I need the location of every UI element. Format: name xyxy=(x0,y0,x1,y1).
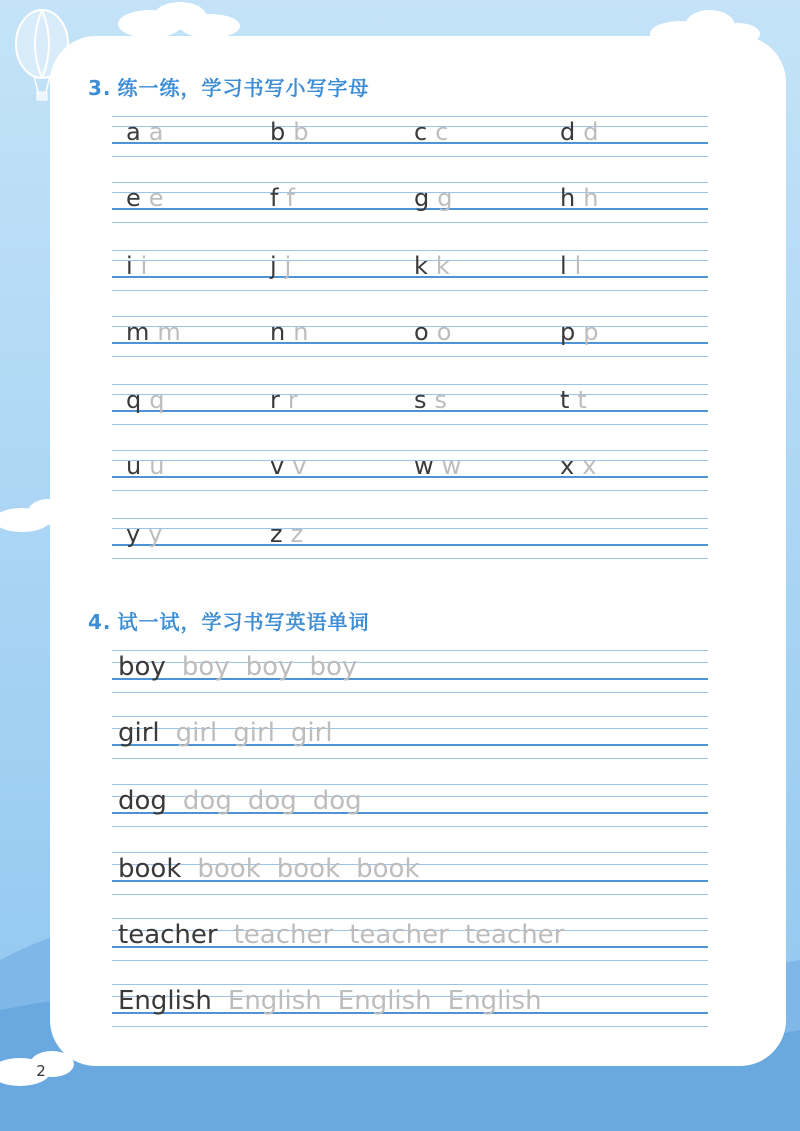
guide-line xyxy=(112,528,708,529)
letter-cell-y xyxy=(126,522,162,546)
baseline xyxy=(112,410,708,412)
guide-line xyxy=(112,716,708,717)
word-model: girl xyxy=(118,718,160,748)
letter-model: v xyxy=(270,452,285,480)
letter-cell-v xyxy=(270,454,306,478)
guide-line xyxy=(112,852,708,853)
guide-line xyxy=(112,490,708,491)
letter-cell-h xyxy=(560,186,598,210)
baseline xyxy=(112,276,708,278)
guide-line xyxy=(112,650,708,651)
letter-model: e xyxy=(126,184,141,212)
letter-trace: v xyxy=(292,452,307,480)
guide-line xyxy=(112,518,708,519)
word-model: book xyxy=(118,854,182,884)
letter-model: n xyxy=(270,318,286,346)
letter-cell-q xyxy=(126,388,164,412)
guide-line xyxy=(112,316,708,317)
letter-model: q xyxy=(126,386,142,414)
guide-line xyxy=(112,126,708,127)
guide-line xyxy=(112,894,708,895)
word-row-english xyxy=(118,988,558,1014)
guide-line xyxy=(112,1026,708,1027)
letter-cell-a xyxy=(126,120,163,144)
letter-cell-o xyxy=(414,320,451,344)
word-trace: girl xyxy=(175,718,218,748)
letter-cell-l xyxy=(560,254,581,278)
guide-line xyxy=(112,424,708,425)
guide-line xyxy=(112,182,708,183)
letter-trace: o xyxy=(436,318,452,346)
letter-cell-z xyxy=(270,522,303,546)
letter-model: c xyxy=(414,118,428,146)
word-trace: English xyxy=(447,986,542,1016)
letter-model: b xyxy=(270,118,286,146)
letter-trace: q xyxy=(149,386,165,414)
letter-cell-r xyxy=(270,388,298,412)
letter-model: d xyxy=(560,118,576,146)
word-trace: teacher xyxy=(349,920,449,950)
letter-trace: a xyxy=(148,118,164,146)
letter-model: s xyxy=(414,386,427,414)
word-trace: dog xyxy=(247,786,297,816)
letter-trace: f xyxy=(286,184,295,212)
guide-line xyxy=(112,394,708,395)
word-row-teacher xyxy=(118,922,580,948)
letter-cell-j xyxy=(270,254,291,278)
word-trace: book xyxy=(356,854,420,884)
letter-trace: s xyxy=(434,386,448,414)
word-trace: dog xyxy=(182,786,232,816)
word-row-boy xyxy=(118,654,373,680)
letter-model: m xyxy=(126,318,150,346)
letter-model: t xyxy=(560,386,570,414)
letter-trace: e xyxy=(148,184,164,212)
letter-cell-f xyxy=(270,186,295,210)
word-trace: dog xyxy=(312,786,362,816)
letter-model: h xyxy=(560,184,576,212)
word-model: teacher xyxy=(118,920,218,950)
guide-line xyxy=(112,960,708,961)
letter-model: i xyxy=(126,252,133,280)
word-trace: boy xyxy=(309,652,358,682)
guide-line xyxy=(112,356,708,357)
letter-model: p xyxy=(560,318,576,346)
section-3-heading xyxy=(88,72,370,101)
word-trace: girl xyxy=(233,718,275,748)
letter-cell-n xyxy=(270,320,308,344)
word-trace: boy xyxy=(181,652,230,682)
guide-line xyxy=(112,460,708,461)
guide-line xyxy=(112,692,708,693)
guide-line xyxy=(112,450,708,451)
letter-trace: n xyxy=(293,318,309,346)
letter-cell-e xyxy=(126,186,164,210)
word-model: English xyxy=(118,986,212,1016)
guide-line xyxy=(112,290,708,291)
baseline xyxy=(112,142,708,144)
guide-line xyxy=(112,758,708,759)
guide-line xyxy=(112,156,708,157)
letter-model: k xyxy=(414,252,428,280)
letter-trace: c xyxy=(435,118,449,146)
word-trace: book xyxy=(276,854,341,884)
letter-trace: p xyxy=(583,318,599,346)
letter-model: l xyxy=(560,252,567,280)
letter-trace: i xyxy=(140,252,148,280)
word-row-girl xyxy=(118,720,349,746)
word-trace: teacher xyxy=(233,920,334,950)
section-3-number: 3. xyxy=(88,76,112,100)
letter-trace: z xyxy=(290,520,304,548)
letter-trace: k xyxy=(435,252,450,280)
guide-line xyxy=(112,192,708,193)
word-trace: book xyxy=(197,854,261,884)
letter-cell-g xyxy=(414,186,452,210)
word-model: boy xyxy=(118,652,166,682)
letter-model: g xyxy=(414,184,430,212)
word-model: dog xyxy=(118,786,167,816)
letter-model: o xyxy=(414,318,429,346)
word-trace: boy xyxy=(245,652,294,682)
letter-trace: y xyxy=(148,520,163,548)
page-number: 2 xyxy=(36,1062,46,1080)
section-3-title: 练一练，学习书写小写字母 xyxy=(117,76,370,100)
letter-cell-i xyxy=(126,254,147,278)
guide-line xyxy=(112,384,708,385)
letter-cell-u xyxy=(126,454,164,478)
letter-model: x xyxy=(560,452,575,480)
baseline xyxy=(112,208,708,210)
word-trace: girl xyxy=(290,718,333,748)
section-4-heading xyxy=(88,606,370,635)
section-4-number: 4. xyxy=(88,610,112,634)
letter-trace: h xyxy=(583,184,599,212)
guide-line xyxy=(112,558,708,559)
letter-model: f xyxy=(270,184,279,212)
guide-line xyxy=(112,222,708,223)
letter-trace: b xyxy=(293,118,309,146)
baseline xyxy=(112,342,708,344)
letter-cell-s xyxy=(414,388,447,412)
letter-trace: u xyxy=(149,452,165,480)
letter-trace: x xyxy=(582,452,597,480)
letter-trace: m xyxy=(157,318,181,346)
letter-cell-p xyxy=(560,320,598,344)
letter-cell-k xyxy=(414,254,450,278)
letter-model: r xyxy=(270,386,280,414)
guide-line xyxy=(112,784,708,785)
letter-model: w xyxy=(414,452,434,480)
letter-model: a xyxy=(126,118,141,146)
letter-cell-x xyxy=(560,454,596,478)
letter-trace: d xyxy=(583,118,599,146)
section-4-title: 试一试，学习书写英语单词 xyxy=(117,610,370,634)
guide-line xyxy=(112,326,708,327)
letter-trace: j xyxy=(284,252,292,280)
letter-cell-t xyxy=(560,388,587,412)
letter-cell-d xyxy=(560,120,598,144)
guide-line xyxy=(112,116,708,117)
letter-model: j xyxy=(270,252,277,280)
word-trace: teacher xyxy=(464,920,565,950)
guide-line xyxy=(112,826,708,827)
word-row-book xyxy=(118,856,436,882)
baseline xyxy=(112,476,708,478)
letter-cell-m xyxy=(126,320,181,344)
baseline xyxy=(112,544,708,546)
word-trace: English xyxy=(227,986,322,1016)
letter-model: y xyxy=(126,520,141,548)
letter-model: u xyxy=(126,452,142,480)
letter-trace: l xyxy=(574,252,582,280)
guide-line xyxy=(112,918,708,919)
word-trace: English xyxy=(337,986,432,1016)
letter-cell-b xyxy=(270,120,308,144)
letter-trace: t xyxy=(577,386,587,414)
guide-line xyxy=(112,250,708,251)
guide-line xyxy=(112,260,708,261)
guide-line xyxy=(112,984,708,985)
letter-trace: g xyxy=(437,184,453,212)
word-row-dog xyxy=(118,788,378,814)
letter-model: z xyxy=(270,520,283,548)
letter-cell-c xyxy=(414,120,448,144)
letter-trace: r xyxy=(287,386,298,414)
letter-trace: w xyxy=(441,452,462,480)
letter-cell-w xyxy=(414,454,461,478)
